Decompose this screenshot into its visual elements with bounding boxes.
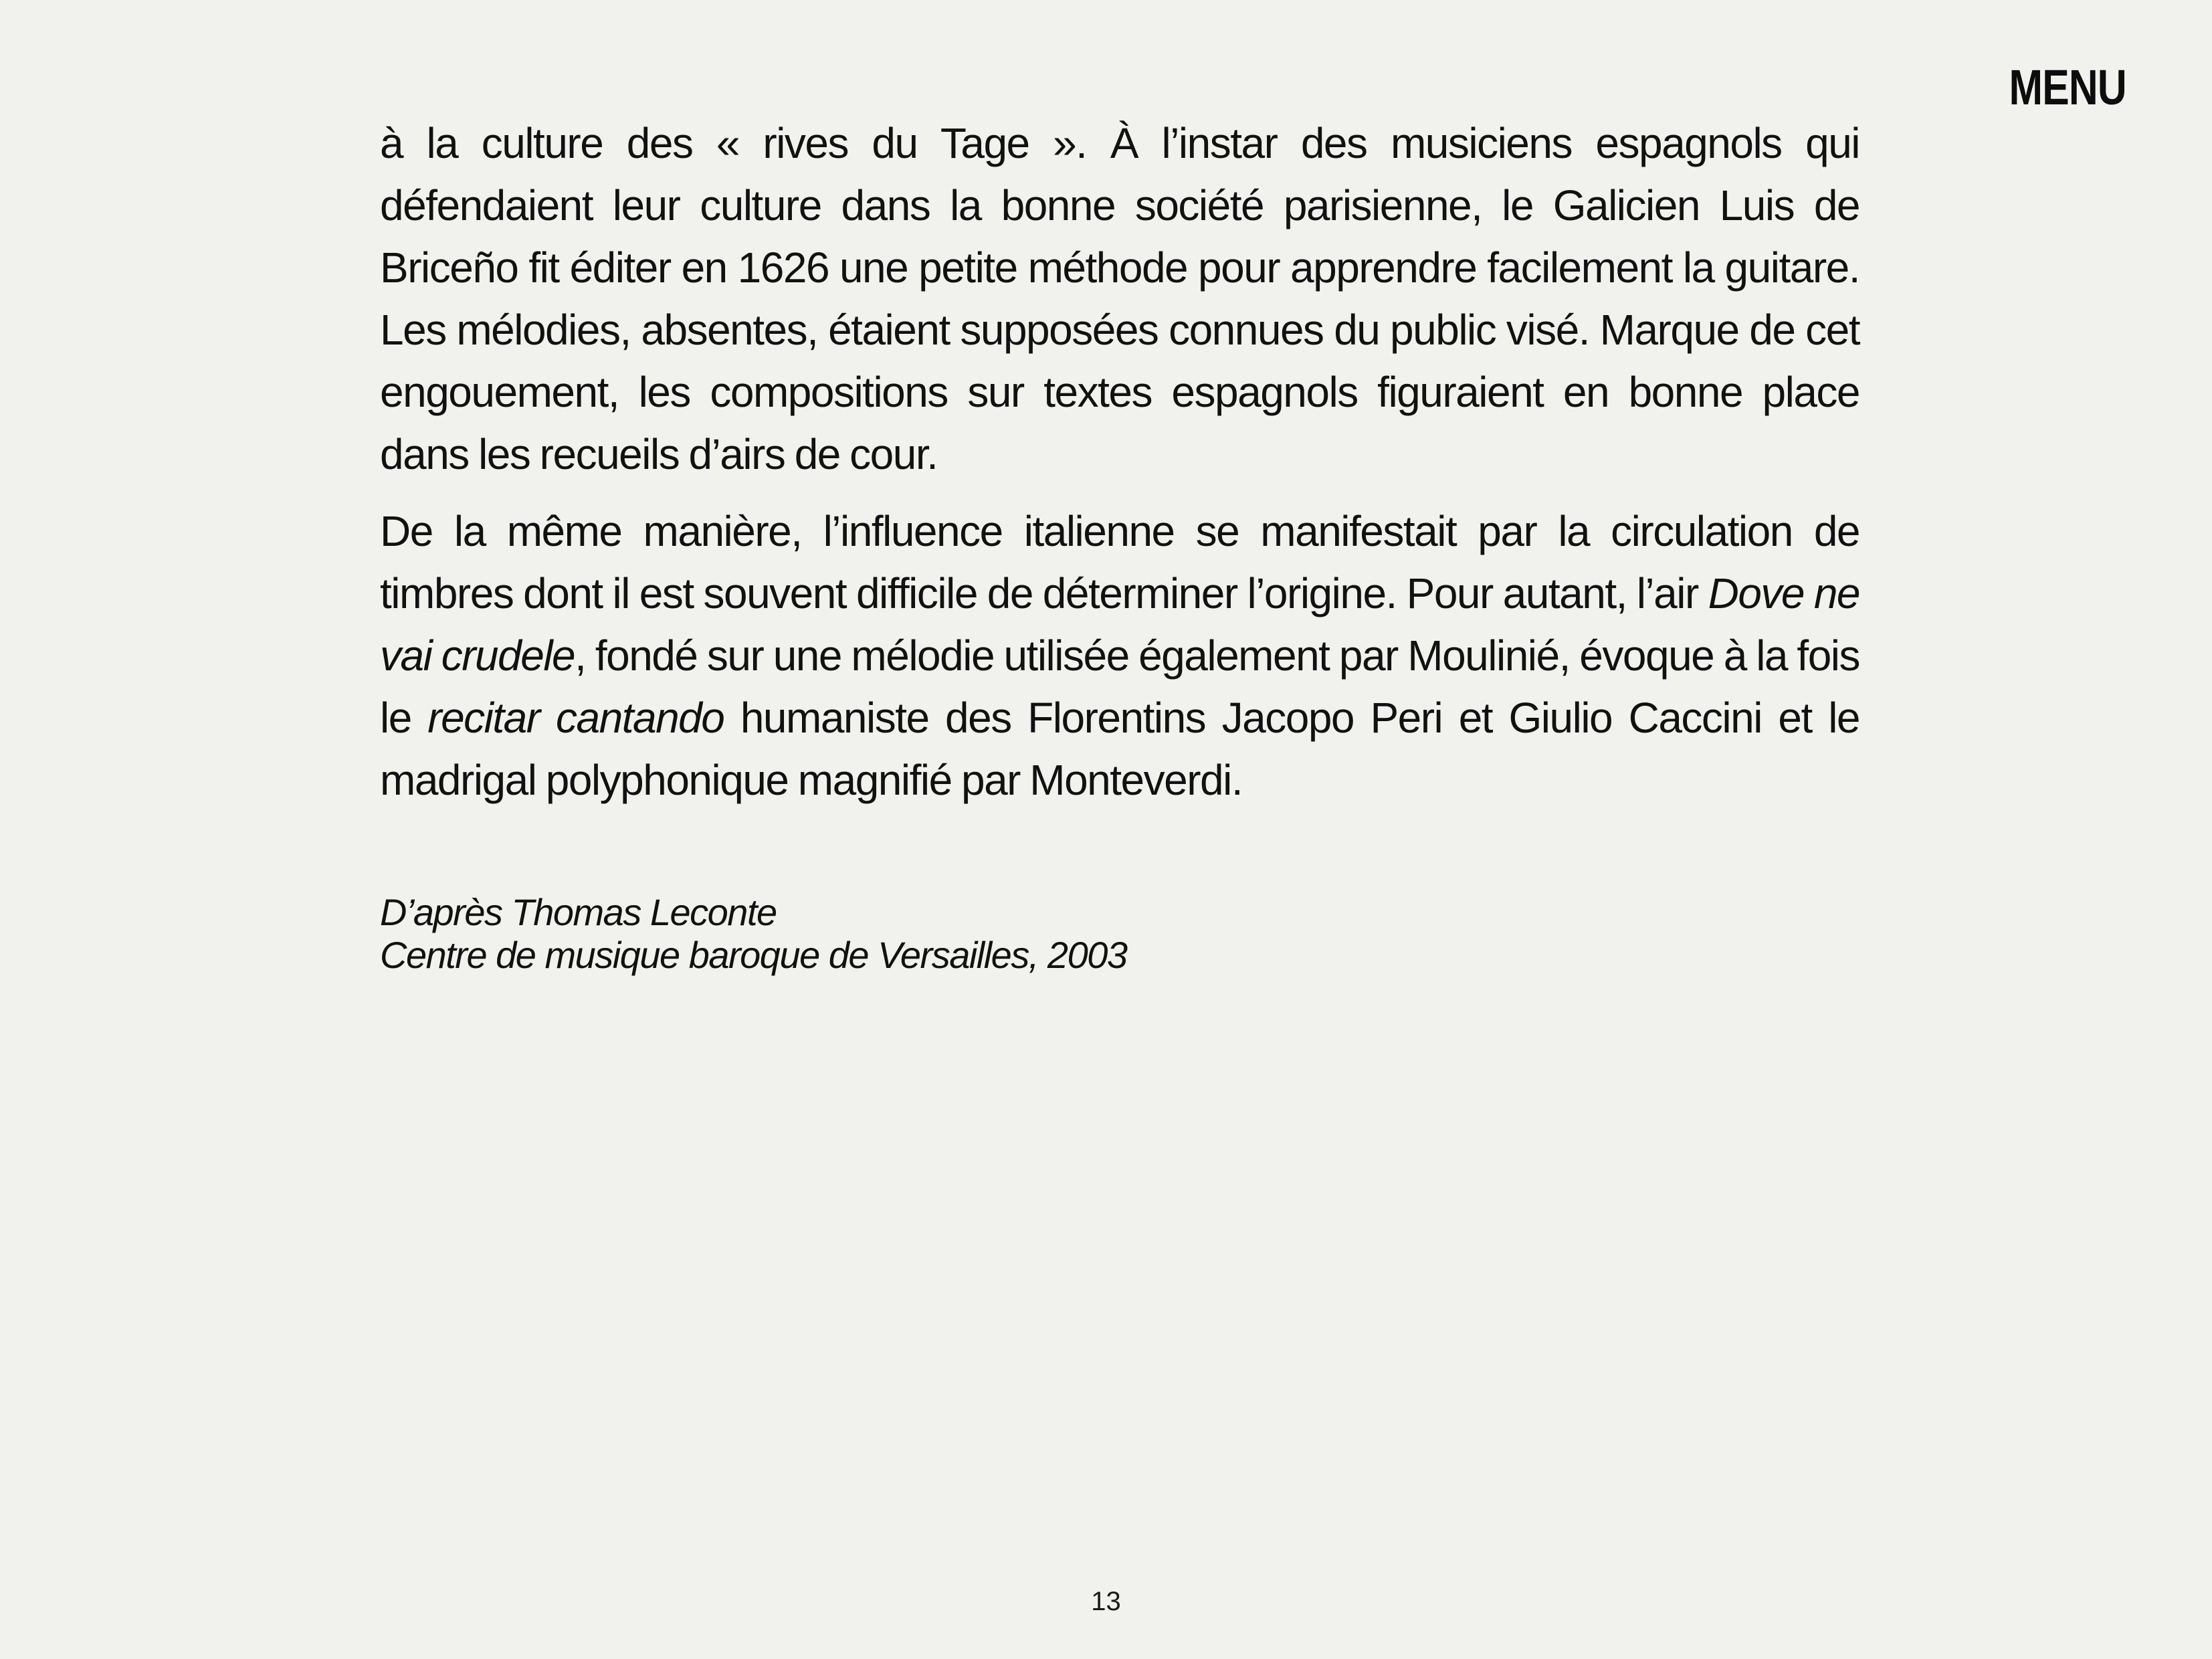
article-body	[380, 112, 1859, 826]
term-recitar-cantando: recitar cantando	[427, 694, 724, 742]
citation	[380, 891, 1859, 977]
menu-button[interactable]: MENU	[2009, 60, 2126, 115]
paragraph-2-text-1: De la même manière, l’influence italienne se manifestait par la circulation de timbres dont il est souvent difficile de déterminer l’origine. Pour autant, l’air	[380, 507, 1859, 617]
paragraph-2	[380, 500, 1859, 811]
paragraph-1: à la culture des « rives du Tage ». À l’instar des musiciens espagnols qui défendaient leur culture dans la bonne société parisienne, le Galicien Luis de Briceño fit éditer en 1626 une petite méthode pour apprendre facilement la guitare. Les mélodies, absentes, étaient supposées connues du public visé. Marque de cet engouement, les compositions sur textes espagnols figuraient en bonne place dans les recueils d’airs de cour.	[380, 119, 1859, 478]
paragraph-2-text-2: , fondé sur une mélodie utilisée également par Moulinié, évoque à la fois le	[380, 631, 1860, 742]
work-title-dove-ne-vai-crudele: Dove ne vai crudele	[380, 569, 1860, 680]
paragraph-2-text-3: humaniste des Florentins Jacopo Peri et Giulio Caccini et le madrigal polyphonique magnifié par Monteverdi.	[380, 694, 1860, 804]
citation-author: D’après Thomas Leconte	[380, 891, 777, 933]
page-number: 13	[1091, 1587, 1121, 1616]
citation-source: Centre de musique baroque de Versailles, 2003	[380, 934, 1127, 976]
